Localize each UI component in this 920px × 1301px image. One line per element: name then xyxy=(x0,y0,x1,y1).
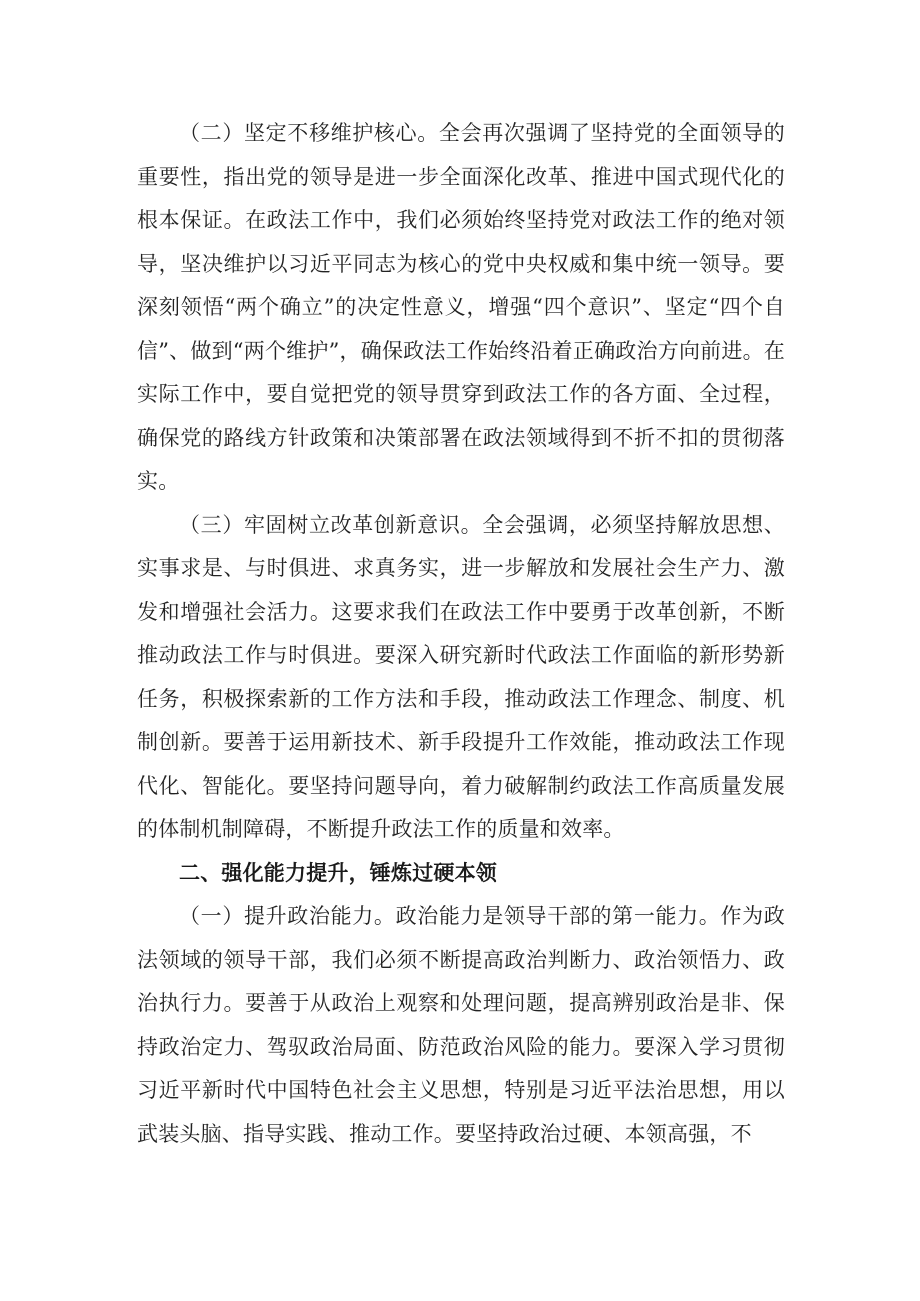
paragraph-political-capability: （一）提升政治能力。政治能力是领导干部的第一能力。作为政法领域的领导干部，我们必须不断提高政治判断力、政治领悟力、政治执行力。要善于从政治上观察和处理问题，提高辨别政治是非、保持政治定力、驾驭政治局面、防范政治风险的能力。要深入学习贯彻习近平新时代中国特色社会主义思想，特别是习近平法治思想，用以武装头脑、指导实践、推动工作。要坚持政治过硬、本领高强，不 xyxy=(137,904,785,1146)
paragraph-uphold-core: （二）坚定不移维护核心。全会再次强调了坚持党的全面领导的重要性，指出党的领导是进一步全面深化改革、推进中国式现代化的根本保证。在政法工作中，我们必须始终坚持党对政法工作的绝对领导，坚决维护以习近平同志为核心的党中央权威和集中统一领导。要深刻领悟“两个确立”的决定性意义，增强“四个意识”、坚定“四个自信”、做到“两个维护”，确保政法工作始终沿着正确政治方向前进。在实际工作中，要自觉把党的领导贯穿到政法工作的各方面、全过程，确保党的路线方针政策和决策部署在政法领域得到不折不扣的贯彻落实。 xyxy=(137,121,785,493)
section-heading-capability: 二、强化能力提升，锤炼过硬本领 xyxy=(179,860,497,885)
paragraph-reform-innovation: （三）牢固树立改革创新意识。全会强调，必须坚持解放思想、实事求是、与时俱进、求真务实，进一步解放和发展社会生产力、激发和增强社会活力。这要求我们在政法工作中要勇于改革创新，不断推动政法工作与时俱进。要深入研究新时代政法工作面临的新形势新任务，积极探索新的工作方法和手段，推动政法工作理念、制度、机制创新。要善于运用新技术、新手段提升工作效能，推动政法工作现代化、智能化。要坚持问题导向，着力破解制约政法工作高质量发展的体制机制障碍，不断提升政法工作的质量和效率。 xyxy=(137,512,785,841)
document-body xyxy=(137,112,785,1156)
